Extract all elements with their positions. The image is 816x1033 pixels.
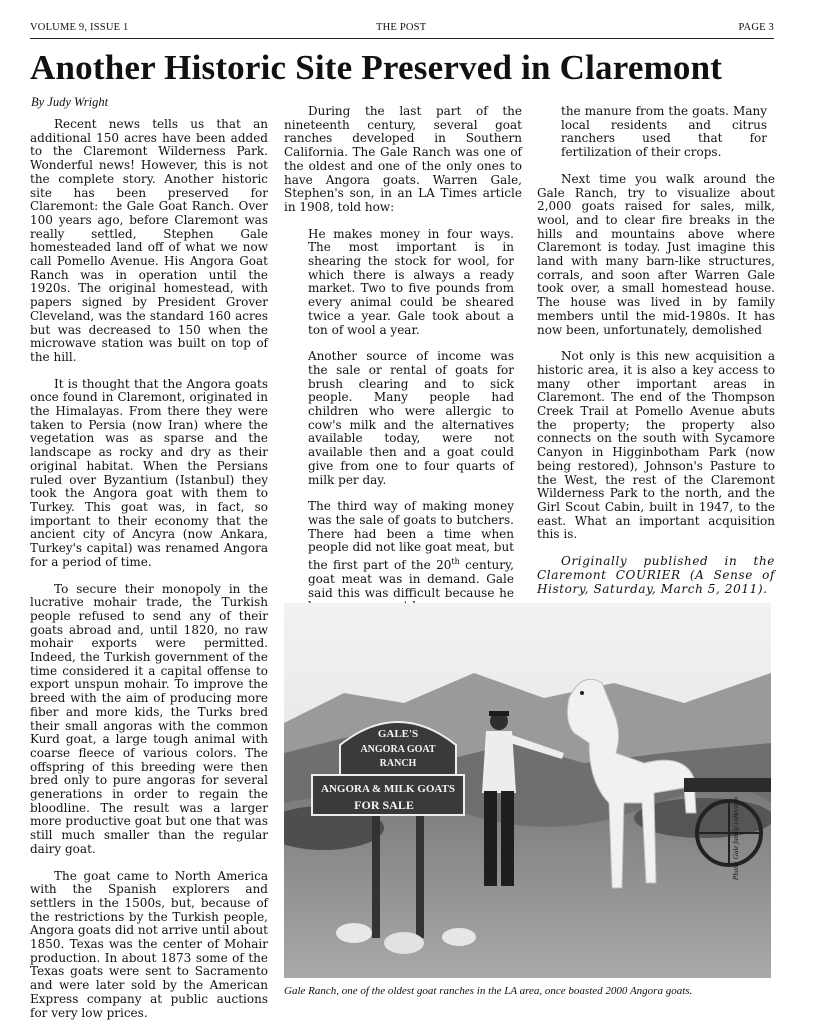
superscript: th [451, 557, 460, 567]
paragraph: Next time you walk around the Gale Ranch, try to visualize about 2,000 goats raised for sales, milk, wool, and to clear fire breaks in the hills and mountains above where Claremont is today. Just imagine this land with many barn-like structures, corrals, and soon after Warren Gale took over, a small homestead house. The house was lived in by family members until the mid-1980s. It has now been, unfortunately, demolished [537, 171, 775, 337]
paragraph: The goat came to North America with the Spanish explorers and settlers in the 1500s, but, because of the restrictions by the Turkish people, Angora goats did not arrive until about 1850. Texas was the center of Mohair production. In about 1873 some of the Texas goats were sent to Sacramento and were later sold by the American Express company at public auctions for very low prices. [30, 868, 269, 1020]
publication-name: THE POST [376, 22, 427, 33]
quote-paragraph: Another source of income was the sale or rental of goats for brush clearing and to sick people. Many people had children who were allergic to cow's milk and the alternatives available today, were not available then and a goat could give from one to four quarts of milk per day. [308, 349, 514, 487]
paragraph: the manure from the goats. Many local residents and citrus ranchers used that for fertilization of their crops. [561, 104, 767, 160]
paragraph: It is thought that the Angora goats once found in Claremont, originated in the Himalayas. From there they were taken to Persia (now Iran) where the vegetation was as sparse and the landscape as rocky and dry as their original habitat. When the Persians ruled over Byzantium (Istanbul) they took the Angora goat with them to Turkey. This goat was, in fact, so important to their economy that the ancient city of Ancyra (now Ankara, Turkey's capital) was renamed Angora for a period of time. [30, 376, 268, 569]
gale-ranch-photo [284, 603, 771, 978]
photo-credit: Photo: Gale family collection [732, 796, 740, 880]
article-title: Another Historic Site Preserved in Claremont [30, 48, 723, 87]
sign-text: FOR SALE [354, 798, 414, 812]
quote-paragraph: He makes money in four ways. The most important is in shearing the stock for wool, for which there is always a ready market. Two to five pounds from every animal could be sheared twice a year. Gale took about a ton of wool a year. [308, 226, 514, 337]
quote-text: century, goat meat was in demand. Gale said this was difficult because he [308, 558, 514, 600]
paragraph: Recent news tells us that an additional 150 acres have been added to the Claremont Wilderness Park. Wonderful news! However, this is not the complete story. Another historic site has been preserved for Claremont: the Gale Goat Ranch. Over 100 years ago, before Claremont was really settled, Stephen Gale homesteaded land off of what we now call Pomello Avenue. His Angora Goat Ranch was in operation until the 1920s. The original homestead, with papers signed by President Grover Cleveland, was the standard 160 acres but was decreased to 150 when the microwave station was built on top of the hill. [30, 117, 268, 364]
sign-text: RANCH [379, 758, 417, 769]
paragraph: To secure their monopoly in the lucrative mohair trade, the Turkish people refused to send any of their goats abroad and, until 1820, no raw mohair exports were permitted. Indeed, the Turkish government of the time considered it a capital offense to export unspun mohair. To improve the breed with the aim of producing more fiber and more kids, the Turks bred their small angoras with the common Kurd goat, a large tough animal with coarse fleece of various colors. The offspring of this breeding were then bred only to pure angoras for several generations in order to regain the bloodline. The result was a larger more productive goat but one that was still much smaller than the regular dairy goat. [30, 581, 268, 856]
sign-text: ANGORA & MILK GOATS [321, 783, 455, 795]
article-column-2 [284, 105, 522, 654]
paragraph: During the last part of the nineteenth century, several goat ranches developed in Southern California. The Gale Ranch was one of the oldest and one of the only ones to have Angora goats. Warren Gale, Stephen's son, in an LA Times article in 1908, told how: [284, 104, 522, 214]
page-header [30, 20, 774, 39]
original-publication-credit: Originally published in the Claremont COURIER (A Sense of History, Saturday, March 5, 2011). [537, 554, 775, 596]
article-column-3 [537, 105, 775, 609]
quote-text: The third way of making money was the sale of goats to butchers. There had been a time when people did not like goat meat, but the first part of the 20 [308, 499, 514, 573]
sign-text: GALE'S [377, 728, 419, 740]
sign-text: ANGORA GOAT [360, 744, 436, 755]
page-number: PAGE 3 [738, 22, 774, 33]
photo-caption: Gale Ranch, one of the oldest goat ranches in the LA area, once boasted 2000 Angora goats. [284, 985, 693, 997]
quote-paragraph [308, 500, 514, 614]
volume-issue: VOLUME 9, ISSUE 1 [30, 22, 129, 33]
paragraph: Not only is this new acquisition a historic area, it is also a key access to many other important areas in Claremont. The end of the Thompson Creek Trail at Pomello Avenue abuts the property; the property also connects on the south with Sycamore Canyon in Higginbotham Park (now being restored), Johnson's Pasture to the West, the rest of the Claremont Wilderness Park to the north, and the Girl Scout Cabin, built in 1947, to the east. What an important acquisition this is. [537, 349, 775, 542]
article-column-1 [30, 118, 268, 1033]
article-byline: By Judy Wright [31, 95, 109, 109]
